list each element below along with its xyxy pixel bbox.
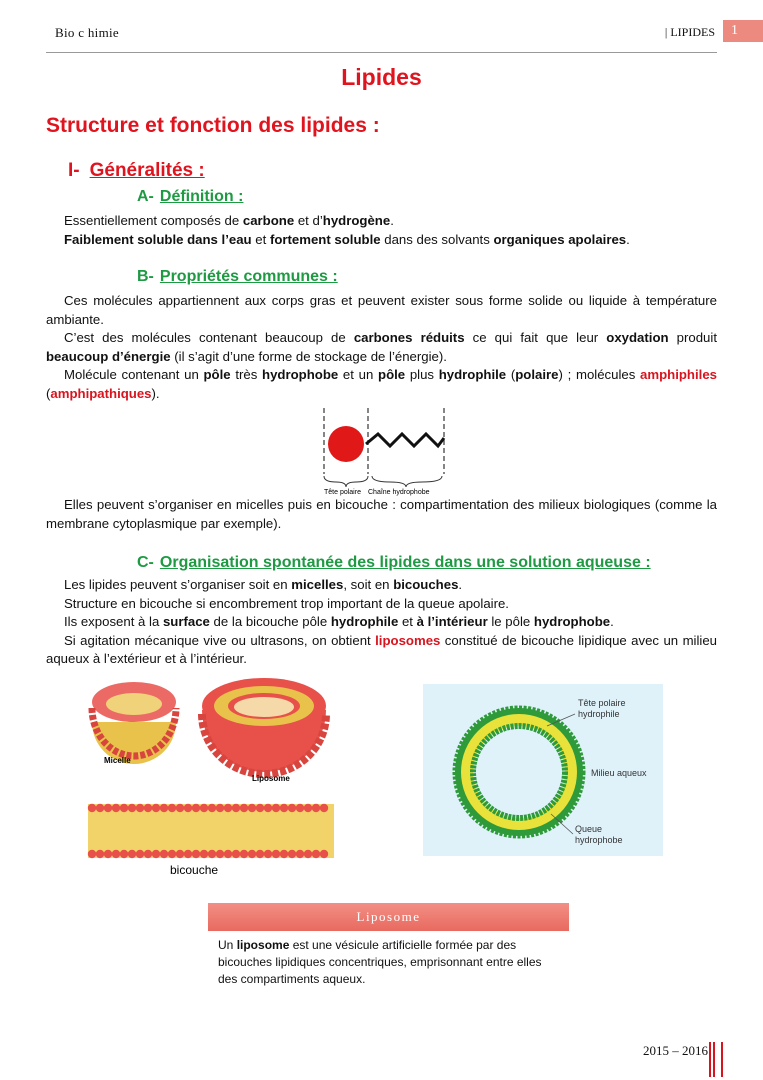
text-bold: liposome — [236, 938, 290, 952]
text-bold: hydrophobe — [262, 367, 339, 382]
bilayer-head — [88, 804, 96, 812]
liposome-ring-figure — [423, 684, 663, 856]
bilayer-head — [264, 850, 272, 858]
footer-decoration — [709, 1042, 723, 1077]
liposome-box-body — [208, 931, 569, 994]
bilayer-head — [248, 804, 256, 812]
label-tete: Tête polaire — [578, 698, 626, 708]
bilayer-head — [120, 804, 128, 812]
text-bold: carbone — [242, 213, 295, 228]
bilayer-head — [272, 804, 280, 812]
text-run: Un — [218, 938, 237, 952]
amphiphile-molecule-figure — [316, 404, 450, 496]
text-red: liposomes — [375, 632, 441, 648]
definition-line — [46, 212, 717, 231]
bilayer-head — [288, 804, 296, 812]
bilayer-head — [232, 850, 240, 858]
definition-text — [46, 212, 717, 249]
text-run: est une vésicule artificielle formée par des bicouches lipidiques concentriques, emprisonnant entre elles des compartiments aqueux. — [218, 938, 542, 986]
text-bold: micelles — [291, 577, 344, 592]
page-title: Lipides — [341, 64, 422, 90]
bilayer-head — [272, 850, 280, 858]
bilayer-head — [128, 804, 136, 812]
text-bold: bicouches — [393, 577, 459, 592]
part-title: Généralités : — [89, 160, 205, 181]
text-bold: pôle — [378, 367, 406, 382]
heading-letter: B- — [137, 268, 154, 285]
heading-text: Définition : — [159, 188, 244, 205]
bilayer-illustration — [88, 804, 334, 858]
tail-brace — [372, 476, 442, 487]
text-bold: hydrogène — [322, 213, 391, 228]
text-bold: fortement soluble — [269, 231, 381, 247]
bilayer-head — [128, 850, 136, 858]
footer-year: 2015 – 2016 — [643, 1043, 708, 1058]
bilayer-head — [280, 850, 288, 858]
text-run: et — [251, 231, 270, 247]
section-title: Structure et fonction des lipides : — [46, 114, 380, 137]
text-bold: à l’intérieur — [416, 614, 488, 629]
bilayer-head — [112, 804, 120, 812]
bilayer-head — [320, 850, 328, 858]
bilayer-head — [264, 804, 272, 812]
heading-text: Organisation spontanée des lipides dans une solution aqueuse : — [159, 554, 651, 571]
bilayer-head — [288, 850, 296, 858]
text-run: , soit en — [343, 577, 394, 592]
label-hydrophile: hydrophile — [578, 709, 620, 719]
bilayer-head — [240, 850, 248, 858]
text-bold: pôle — [203, 367, 231, 382]
header-left-title: Bio c himie — [55, 25, 119, 40]
text-run: Si agitation mécanique vive ou ultrasons, on obtient — [64, 632, 376, 648]
text-run: et un — [338, 367, 379, 382]
text-bold: organiques apolaires — [493, 231, 627, 247]
paragraph: Elles peuvent s’organiser en micelles puis en bicouche : compartimentation des milieux biologiques (comme la membrane cytoplasmique par exemple). — [46, 497, 717, 531]
heading-letter: C- — [137, 554, 154, 571]
label-milieu: Milieu aqueux — [591, 768, 647, 778]
text-run: de la bicouche pôle — [209, 614, 331, 629]
text-run: très — [230, 367, 263, 382]
bilayer-head — [88, 850, 96, 858]
hydrophobic-chain — [366, 434, 444, 446]
proprietes-text — [46, 292, 717, 403]
bilayer-head — [240, 804, 248, 812]
bilayer-head — [96, 850, 104, 858]
page-number: 1 — [723, 20, 763, 42]
text-run: produit — [668, 330, 717, 345]
bilayer-head — [224, 850, 232, 858]
inner-green-ring — [473, 726, 565, 818]
polar-head-circle — [328, 426, 364, 462]
paragraph — [46, 329, 717, 366]
bilayer-head — [176, 804, 184, 812]
label-hydrophobe: hydrophobe — [575, 835, 623, 845]
line — [46, 613, 717, 632]
bilayer-head — [248, 850, 256, 858]
text-run: et — [398, 614, 417, 629]
bilayer-head — [120, 850, 128, 858]
text-run: le pôle — [487, 614, 534, 629]
bilayer-head — [104, 850, 112, 858]
bilayer-head — [208, 804, 216, 812]
part-heading — [68, 160, 205, 182]
definition-line — [46, 231, 717, 250]
bilayer-head — [312, 804, 320, 812]
text-run: Molécule contenant un — [64, 367, 204, 382]
bilayer-head — [144, 804, 152, 812]
bilayer-head — [184, 804, 192, 812]
text-run: . — [390, 213, 394, 228]
line — [46, 576, 717, 595]
bilayer-head — [112, 850, 120, 858]
organisation-intro — [46, 496, 717, 533]
bilayer-head — [304, 850, 312, 858]
text-run: dans des solvants — [380, 231, 494, 247]
text-run: plus — [405, 367, 439, 382]
paragraph: Ces molécules appartiennent aux corps gras et peuvent exister sous forme solide ou liquide à température ambiante. — [46, 293, 717, 327]
heading-organisation — [137, 554, 651, 572]
heading-letter: A- — [137, 188, 154, 205]
micelle-label: Micelle — [104, 756, 131, 765]
head-label: Tête polaire — [324, 489, 361, 496]
text-bold: hydrophile — [438, 367, 507, 382]
bilayer-head — [296, 850, 304, 858]
tail-label: Chaîne hydrophobe — [368, 489, 430, 496]
bilayer-head — [104, 804, 112, 812]
bilayer-head — [136, 850, 144, 858]
bilayer-head — [168, 804, 176, 812]
text-bold: beaucoup d’énergie — [46, 348, 171, 364]
part-number: I- — [68, 160, 80, 181]
text-run: Les lipides peuvent s’organiser soit en — [64, 577, 292, 592]
header-right-title: | LIPIDES — [664, 25, 715, 39]
bilayer-head — [152, 850, 160, 858]
liposome-label: Liposome — [252, 774, 290, 783]
bilayer-head — [304, 804, 312, 812]
text-bold: surface — [162, 614, 210, 629]
bilayer-head — [216, 850, 224, 858]
text-run: C’est des molécules contenant beaucoup de — [64, 330, 354, 345]
header-divider — [46, 52, 717, 53]
paragraph — [46, 632, 717, 669]
paragraph — [46, 366, 717, 403]
text-bold: polaire — [515, 367, 559, 382]
bilayer-head — [320, 804, 328, 812]
text-run: constitué de bicouche lipidique avec un milieu aqueux à l’extérieur et à l’intérieur. — [46, 632, 718, 666]
micelle-illustration — [92, 682, 176, 764]
text-run: . — [626, 231, 630, 247]
text-run: ) ; molécules — [558, 367, 641, 382]
text-bold: oxydation — [606, 330, 669, 345]
text-run: Ils exposent à la — [64, 614, 163, 629]
bilayer-head — [168, 850, 176, 858]
liposome-definition-box — [208, 903, 569, 994]
text-run: . — [610, 614, 614, 629]
head-brace — [324, 476, 368, 487]
bilayer-head — [192, 804, 200, 812]
text-run: Essentiellement composés de — [64, 213, 243, 228]
text-run: ). — [151, 385, 160, 401]
bilayer-head — [160, 804, 168, 812]
text-run: ce qui fait que leur — [464, 330, 607, 345]
bilayer-head — [192, 850, 200, 858]
bilayer-head — [256, 804, 264, 812]
bilayer-head — [256, 850, 264, 858]
text-run: et d’ — [294, 213, 323, 228]
bilayer-head — [176, 850, 184, 858]
bilayer-head — [152, 804, 160, 812]
bilayer-head — [96, 804, 104, 812]
text-run: ( — [46, 385, 51, 401]
lipid-structures-figure — [82, 670, 352, 882]
bilayer-head — [144, 850, 152, 858]
text-red: amphipathiques — [50, 385, 152, 401]
bilayer-head — [224, 804, 232, 812]
bilayer-head — [208, 850, 216, 858]
bilayer-head — [280, 804, 288, 812]
label-queue: Queue — [575, 824, 603, 834]
text-bold: hydrophobe — [533, 614, 611, 629]
line: Structure en bicouche si encombrement trop important de la queue apolaire. — [64, 595, 509, 611]
heading-proprietes — [137, 268, 338, 286]
bilayer-head — [216, 804, 224, 812]
bilayer-head — [160, 850, 168, 858]
heading-text: Propriétés communes : — [159, 268, 338, 285]
bilayer-label: bicouche — [170, 863, 219, 877]
text-run: (il s’agit d’une forme de stockage de l’énergie). — [170, 348, 447, 364]
organisation-text — [46, 576, 717, 669]
bilayer-head — [296, 804, 304, 812]
text-run: . — [458, 577, 463, 592]
text-bold: Faiblement soluble dans l’eau — [64, 231, 252, 247]
liposome-box-title: Liposome — [208, 903, 569, 931]
text-run: ( — [506, 367, 516, 382]
liposome-illustration — [202, 678, 326, 774]
text-bold: hydrophile — [330, 614, 399, 629]
text-red: amphiphiles — [640, 367, 717, 382]
bilayer-head — [312, 850, 320, 858]
text-bold: carbones réduits — [353, 330, 465, 345]
bilayer-head — [200, 804, 208, 812]
bilayer-head — [200, 850, 208, 858]
bilayer-head — [184, 850, 192, 858]
heading-definition — [137, 188, 243, 206]
bilayer-head — [232, 804, 240, 812]
bilayer-head — [136, 804, 144, 812]
